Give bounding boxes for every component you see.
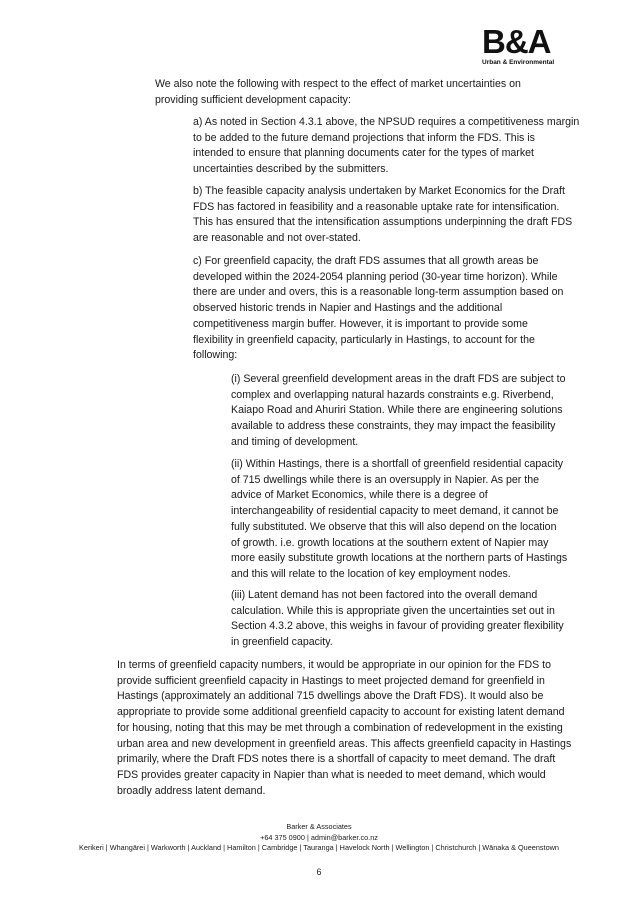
text-line: interchangeability of residential capacity to meet demand, it cannot be: [231, 505, 559, 518]
text-line: FDS provides greater capacity in Napier than what is needed to meet demand, which would: [117, 768, 546, 781]
text-line: of 715 dwellings while there is an oversupply in Napier. As per the: [231, 473, 539, 486]
text-line: more easily substitute growth locations at the northern parts of Hastings: [231, 552, 568, 565]
text-line: uncertainties described by the submitters.: [193, 163, 389, 176]
text-line: appropriate to provide some additional greenfield capacity to account for existing latent demand: [117, 706, 565, 719]
text-line: (ii) Within Hastings, there is a shortfall of greenfield residential capacity: [231, 458, 564, 470]
footer-contact: +64 375 0900 | admin@barker.co.nz: [260, 832, 378, 842]
text-line: provide sufficient greenfield capacity in Hastings to meet projected demand for greenfield in: [117, 674, 545, 687]
text-line: intended to ensure that planning documents cater for the types of market: [193, 147, 534, 160]
text-line: We also note the following with respect to the effect of market uncertainties on: [155, 78, 521, 90]
text-line: advice of Market Economics, while there is a degree of: [231, 489, 488, 502]
text-line: to be added to the future demand projections that inform the FDS. This is: [193, 131, 535, 144]
item-i-paragraph: [231, 372, 565, 451]
text-line: Section 4.3.2 above, this weighs in favour of providing greater flexibility: [231, 620, 564, 633]
text-line: flexibility in greenfield capacity, particularly in Hastings, to account for the: [193, 333, 535, 346]
text-line: FDS has factored in feasibility and a reasonable uptake rate for intensification.: [193, 200, 560, 213]
conclusion-paragraph: [117, 658, 571, 799]
text-line: fully substituted. We observe that this will also depend on the location: [231, 520, 557, 533]
text-line: calculation. While this is appropriate given the uncertainties set out in: [231, 604, 555, 617]
text-line: This has ensured that the intensification assumptions underpinning the draft FDS: [193, 216, 573, 229]
text-line: available to address these constraints, they may impact the feasibility: [231, 420, 556, 433]
text-line: complex and overlapping natural hazards constraints e.g. Riverbend,: [231, 388, 554, 401]
page-footer: [0, 822, 638, 854]
text-line: primarily, where the Draft FDS notes there is a shortfall of capacity to meet demand. The draft: [117, 753, 556, 766]
text-line: a) As noted in Section 4.3.1 above, the NPSUD requires a competitiveness margin: [193, 116, 580, 128]
item-b-paragraph: [193, 184, 572, 247]
text-line: In terms of greenfield capacity numbers, it would be appropriate in our opinion for the FDS to: [117, 659, 551, 671]
footer-firm-name: Barker & Associates: [286, 822, 352, 831]
item-ii-paragraph: [231, 457, 567, 583]
item-a-paragraph: [193, 115, 579, 178]
text-line: c) For greenfield capacity, the draft FDS assumes that all growth areas be: [193, 255, 539, 267]
page-number: 6: [316, 867, 322, 877]
text-line: Hastings (approximately an additional 715 dwellings above the Draft FDS). It would also be: [117, 690, 544, 703]
intro-paragraph: [155, 77, 521, 108]
text-line: there are under and overs, this is a reasonable long-term assumption based on: [193, 286, 564, 299]
text-line: following:: [193, 349, 238, 362]
text-line: b) The feasible capacity analysis undertaken by Market Economics for the Draft: [193, 185, 565, 197]
item-iii-paragraph: [231, 588, 564, 651]
text-line: and this will relate to the location of key employment nodes.: [231, 567, 511, 580]
text-line: developed within the 2024-2054 planning period (30-year time horizon). While: [193, 270, 558, 283]
logo-tagline: Urban & Environmental: [482, 59, 555, 66]
text-line: (i) Several greenfield development areas in the draft FDS are subject to: [231, 373, 566, 385]
text-line: in greenfield capacity.: [231, 636, 333, 649]
text-line: and timing of development.: [231, 435, 359, 448]
company-logo: [482, 24, 566, 67]
text-line: for housing, noting that this may be met through a combination of redevelopment in the existing: [117, 721, 563, 734]
text-line: broadly address latent demand.: [117, 784, 266, 797]
text-line: competitiveness margin buffer. However, it is important to provide some: [193, 317, 528, 330]
footer-offices: Kerikeri | Whangārei | Warkworth | Auckland | Hamilton | Cambridge | Tauranga | Havelock North | Wellington | Christchurch | Wānaka & Queenstown: [79, 843, 559, 852]
item-c-paragraph: [193, 254, 563, 364]
text-line: observed historic trends in Napier and Hastings and the additional: [193, 302, 503, 315]
text-line: of growth. i.e. growth locations at the southern extent of Napier may: [231, 536, 549, 549]
text-line: urban area and new development in greenfield areas. This affects greenfield capacity in Hastings: [117, 737, 572, 750]
logo-mark: B&A: [482, 23, 551, 60]
text-line: Kaiapo Road and Ahuriri Station. While there are engineering solutions: [231, 404, 563, 417]
text-line: are reasonable and not over-stated.: [193, 232, 361, 245]
text-line: providing sufficient development capacity:: [155, 93, 351, 106]
text-line: (iii) Latent demand has not been factored into the overall demand: [231, 589, 538, 601]
